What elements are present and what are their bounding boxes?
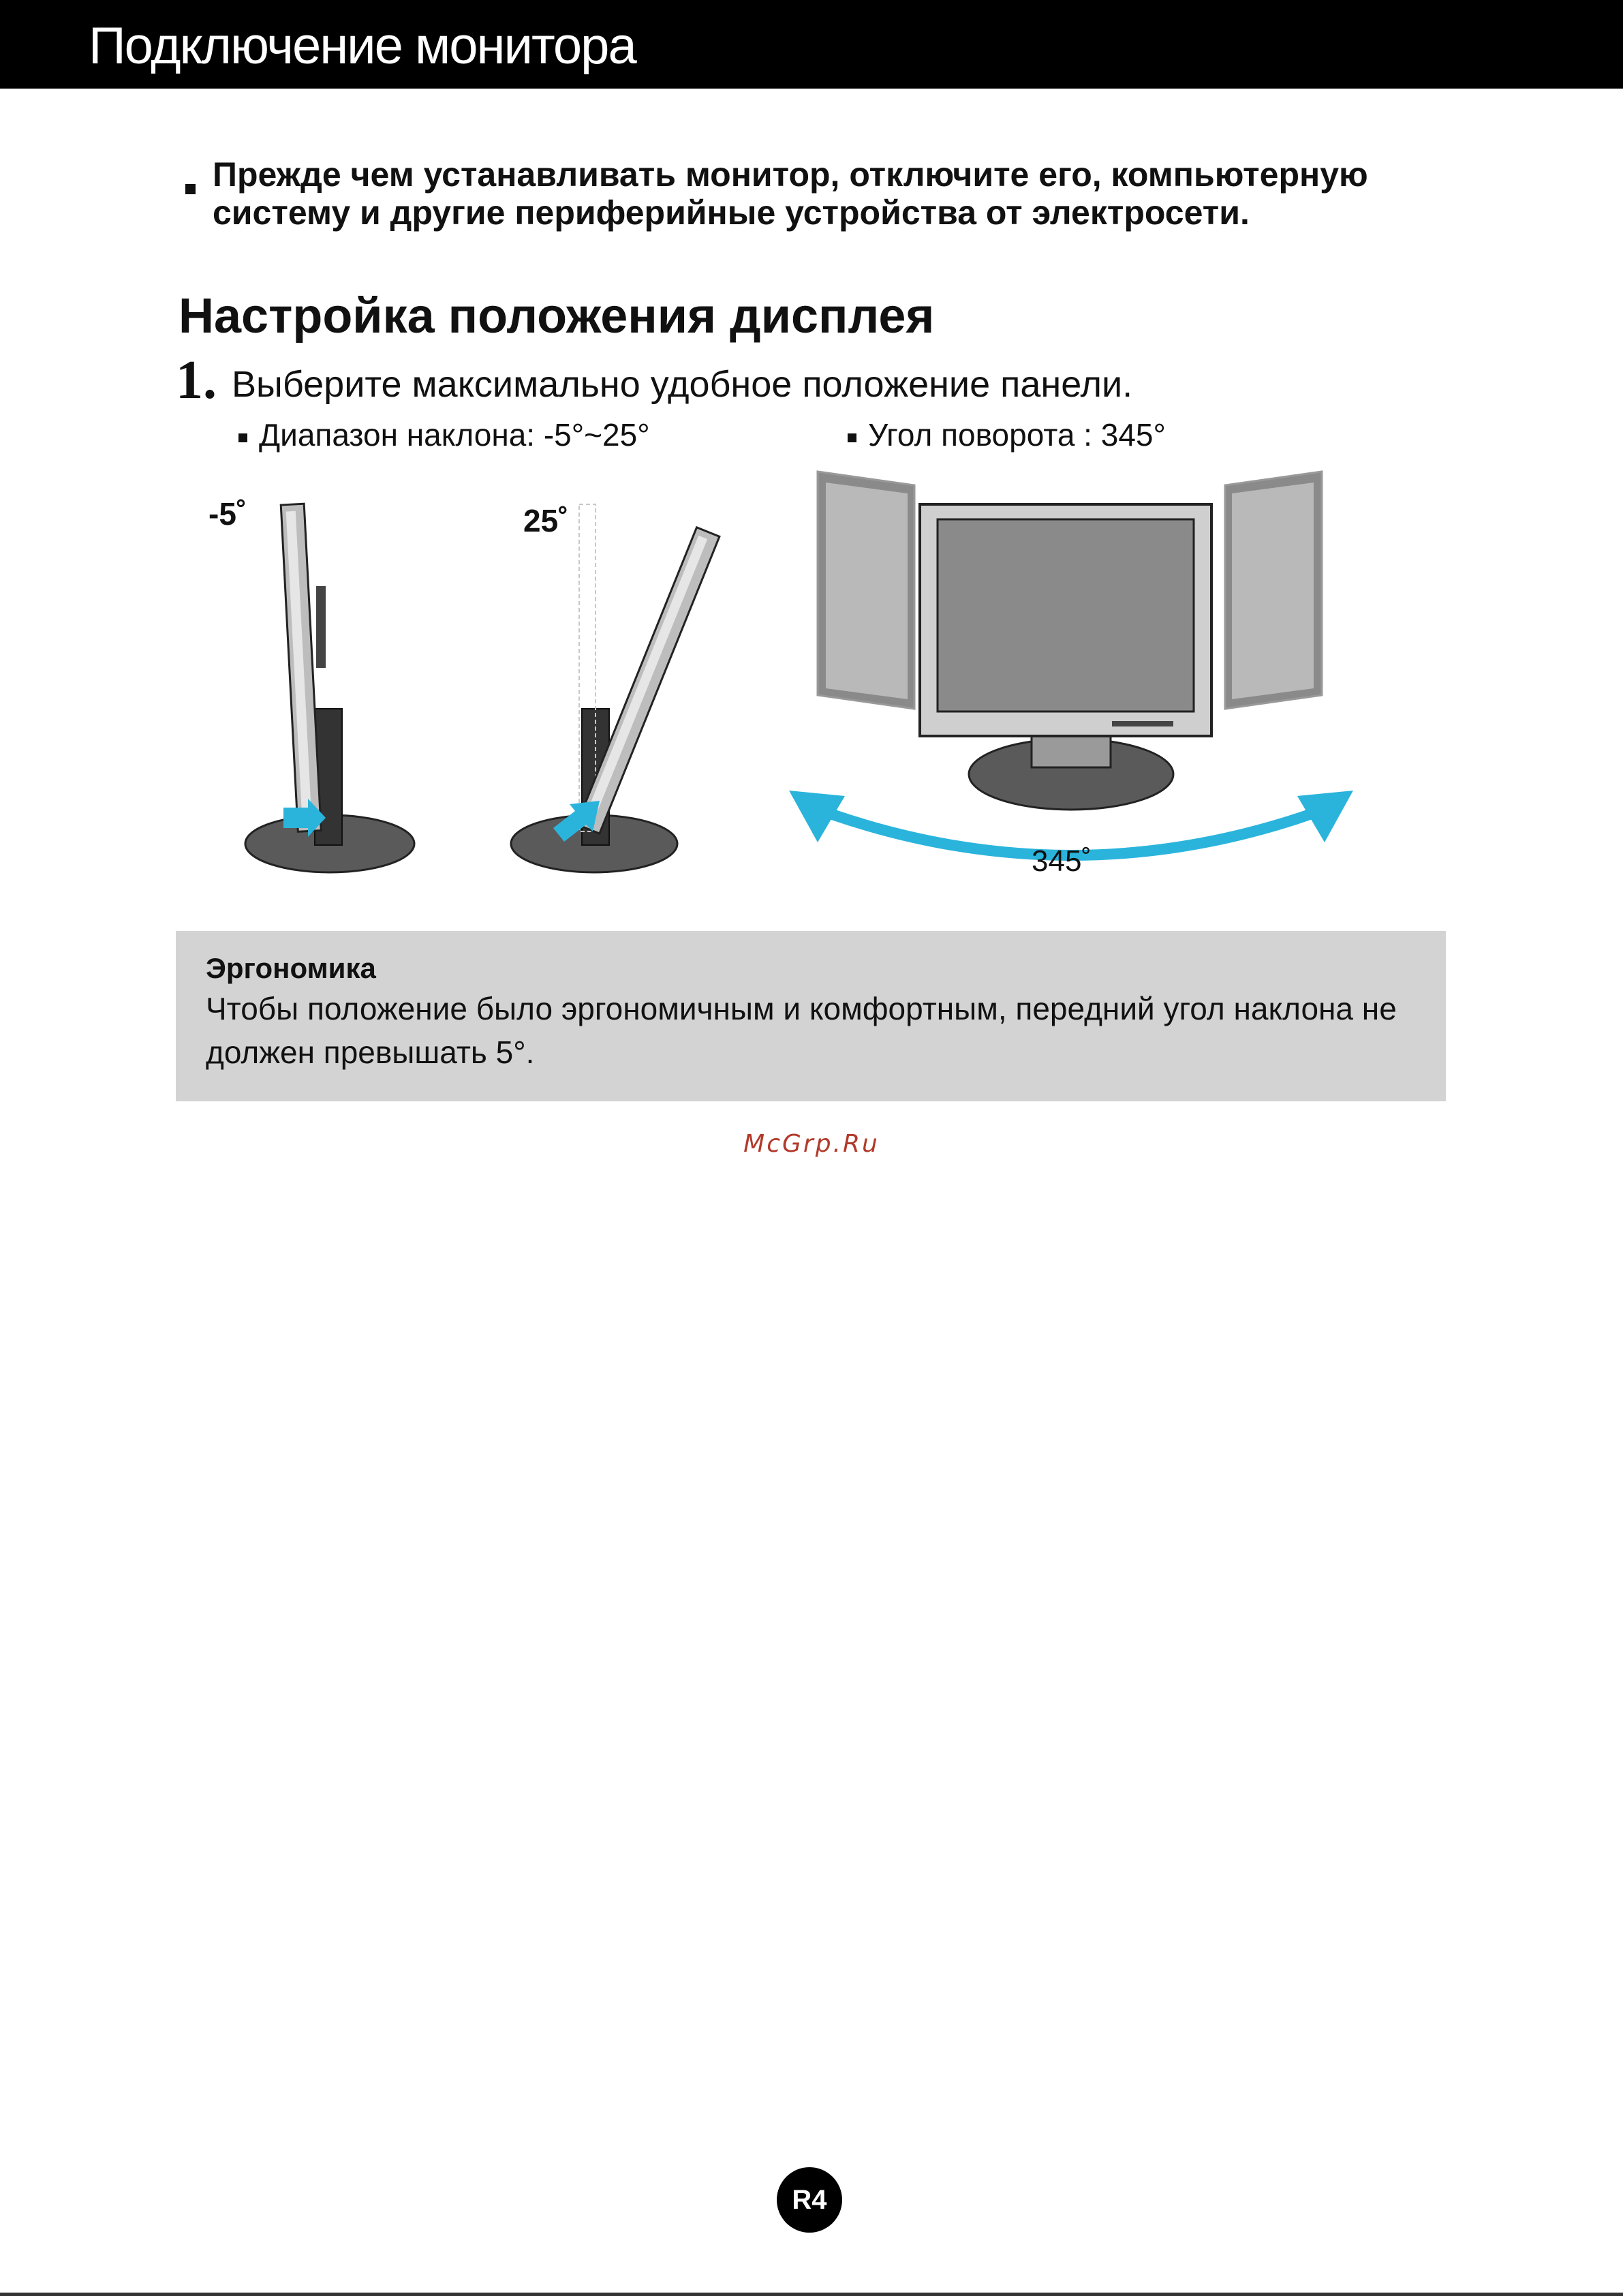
section-title: Настройка положения дисплея <box>179 289 935 343</box>
bullet-icon <box>848 433 856 442</box>
ergonomics-title: Эргономика <box>206 952 376 984</box>
header-bar <box>0 0 1623 89</box>
step-text: Выберите максимально удобное положение панели. <box>232 364 1133 405</box>
monitor-swivel-figure <box>789 472 1353 878</box>
step-number: 1. <box>176 350 217 410</box>
swivel-label: 345˚ <box>1032 844 1092 878</box>
monitor-adjustment-illustration <box>164 450 1499 900</box>
watermark: McGrp.Ru <box>743 1130 880 1158</box>
footer-rule <box>0 2293 1623 2296</box>
ergonomics-text: Чтобы положение было эргономичным и комфортным, передний угол наклона не должен превышать 5°. <box>206 991 1397 1070</box>
tilt-range-text: Диапазон наклона: -5°~25° <box>259 417 650 453</box>
page-number-badge: R4 <box>777 2167 842 2233</box>
bullet-icon <box>238 433 247 442</box>
ergonomics-note <box>176 931 1446 1101</box>
warning-text: Прежде чем устанавливать монитор, отключите его, компьютерную систему и другие периферийные устройства от электросети. <box>213 155 1368 232</box>
tilt-forward-label: 25˚ <box>523 503 569 538</box>
bullet-icon <box>185 184 196 194</box>
monitor-tilt-forward-figure <box>511 503 720 872</box>
monitor-illustration-svg <box>164 450 1499 900</box>
monitor-tilt-back-figure <box>208 496 414 872</box>
swivel-angle-text: Угол поворота : 345° <box>868 417 1166 453</box>
page-title: Подключение монитора <box>89 17 636 75</box>
tilt-back-label: -5˚ <box>208 496 247 532</box>
